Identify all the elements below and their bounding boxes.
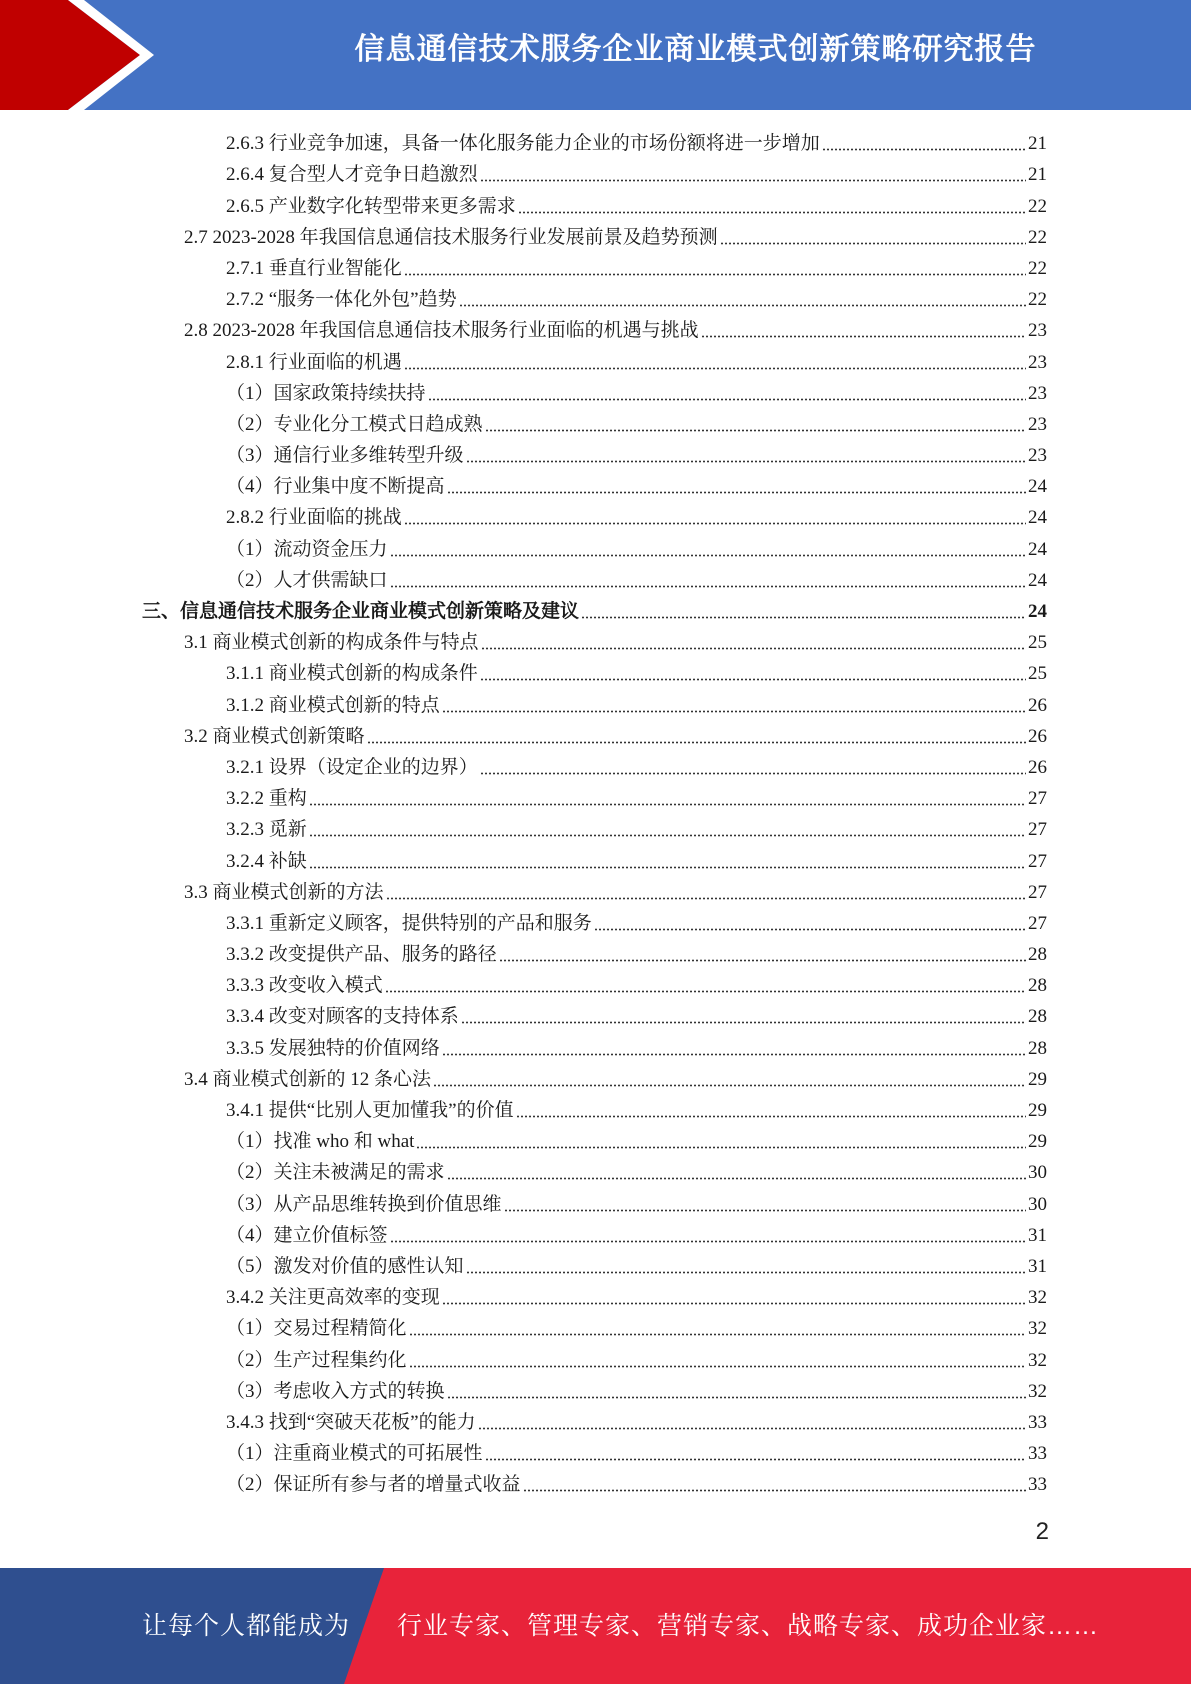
toc-entry[interactable] xyxy=(0,1251,1047,1282)
toc-entry-title: 3.3.3 改变收入模式 xyxy=(226,975,383,997)
toc-entry-title: 3.2.3 觅新 xyxy=(226,819,307,841)
toc-entry[interactable] xyxy=(0,409,1047,440)
toc-entry[interactable] xyxy=(0,1313,1047,1344)
toc-entry-title: （2）专业化分工模式日趋成熟 xyxy=(226,413,483,435)
toc-dot-leader xyxy=(516,1115,1026,1118)
report-title: 信息通信技术服务企业商业模式创新策略研究报告 xyxy=(354,33,1037,66)
toc-dot-leader xyxy=(390,1240,1026,1243)
toc-entry-page: 27 xyxy=(1028,819,1047,841)
toc-entry-title: 3.3 商业模式创新的方法 xyxy=(184,881,384,903)
toc-entry-page: 29 xyxy=(1028,1100,1047,1121)
toc-dot-leader xyxy=(404,522,1026,525)
toc-entry-title: 2.7 2023-2028 年我国信息通信技术服务行业发展前景及趋势预测 xyxy=(184,226,718,248)
toc-entry-page: 23 xyxy=(1028,382,1047,404)
toc-entry[interactable] xyxy=(0,1095,1047,1126)
toc-entry-title: （1）注重商业模式的可拓展性 xyxy=(226,1443,483,1465)
toc-entry[interactable] xyxy=(0,1282,1047,1313)
toc-entry-page: 29 xyxy=(1028,1131,1047,1153)
toc-entry-page: 30 xyxy=(1028,1162,1047,1184)
toc-entry-title: （4）行业集中度不断提高 xyxy=(226,476,445,498)
toc-dot-leader xyxy=(459,304,1026,307)
toc-dot-leader xyxy=(480,179,1026,182)
toc-entry[interactable] xyxy=(0,1220,1047,1251)
toc-entry[interactable] xyxy=(0,939,1047,970)
toc-entry-page: 24 xyxy=(1028,507,1047,529)
toc-entry-page: 26 xyxy=(1028,725,1047,747)
toc-entry-title: （1）流动资金压力 xyxy=(226,538,388,560)
toc-dot-leader xyxy=(461,1021,1026,1024)
toc-entry[interactable] xyxy=(0,159,1047,190)
toc-entry-title: （1）国家政策持续扶持 xyxy=(226,382,426,404)
toc-entry[interactable] xyxy=(0,1469,1047,1500)
toc-entry-page: 26 xyxy=(1028,694,1047,716)
toc-entry[interactable] xyxy=(0,565,1047,596)
toc-dot-leader xyxy=(447,1396,1026,1399)
toc-entry-title: 2.7.2 “服务一体化外包”趋势 xyxy=(226,289,457,311)
toc-entry[interactable] xyxy=(0,533,1047,564)
toc-entry-page: 21 xyxy=(1028,133,1047,155)
toc-entry-page: 30 xyxy=(1028,1193,1047,1215)
toc-dot-leader xyxy=(409,1365,1026,1368)
toc-entry-title: （1）找准 who 和 what xyxy=(226,1131,415,1153)
toc-entry[interactable] xyxy=(0,1344,1047,1375)
toc-dot-leader xyxy=(701,335,1026,338)
toc-entry-title: （2）人才供需缺口 xyxy=(226,569,388,591)
toc-entry[interactable] xyxy=(0,814,1047,845)
toc-entry-title: 3.3.2 改变提供产品、服务的路径 xyxy=(226,944,497,966)
toc-entry-title: （3）考虑收入方式的转换 xyxy=(226,1380,445,1402)
toc-dot-leader xyxy=(499,959,1026,962)
toc-dot-leader xyxy=(466,1271,1026,1274)
toc-dot-leader xyxy=(428,398,1026,401)
toc-entry-page: 31 xyxy=(1028,1255,1047,1277)
toc-entry-title: 3.4.3 找到“突破天花板”的能力 xyxy=(226,1411,476,1433)
toc-entry-title: 3.3.1 重新定义顾客，提供特别的产品和服务 xyxy=(226,912,592,934)
toc-entry-title: 3.2.1 设界（设定企业的边界） xyxy=(226,756,478,778)
toc-entry-title: 2.8.2 行业面临的挑战 xyxy=(226,507,402,529)
toc-entry[interactable] xyxy=(0,1438,1047,1469)
toc-dot-leader xyxy=(485,429,1026,432)
toc-entry-page: 24 xyxy=(1028,569,1047,591)
toc-entry-title: 3.1.2 商业模式创新的特点 xyxy=(226,694,440,716)
toc-dot-leader xyxy=(416,1146,1026,1149)
toc-entry[interactable] xyxy=(0,471,1047,502)
toc-dot-leader xyxy=(447,1177,1026,1180)
toc-entry[interactable] xyxy=(0,1032,1047,1063)
toc-entry[interactable] xyxy=(0,877,1047,908)
toc-entry[interactable] xyxy=(0,1064,1047,1095)
toc-entry[interactable] xyxy=(0,752,1047,783)
toc-entry[interactable] xyxy=(0,596,1047,627)
toc-entry[interactable] xyxy=(0,440,1047,471)
toc-entry[interactable] xyxy=(0,658,1047,689)
toc-entry-title: （1）交易过程精简化 xyxy=(226,1318,407,1340)
toc-entry-title: 2.7.1 垂直行业智能化 xyxy=(226,257,402,279)
toc-entry-page: 33 xyxy=(1028,1474,1047,1496)
footer-slogan-right: 行业专家、管理专家、营销专家、战略专家、成功企业家…… xyxy=(397,1612,1100,1640)
toc-entry-page: 32 xyxy=(1028,1318,1047,1340)
toc-dot-leader xyxy=(442,1302,1026,1305)
toc-entry[interactable] xyxy=(0,627,1047,658)
toc-entry-title: （5）激发对价值的感性认知 xyxy=(226,1255,464,1277)
toc-entry-page: 28 xyxy=(1028,944,1047,966)
toc-dot-leader xyxy=(523,1489,1026,1492)
toc-dot-leader xyxy=(390,585,1026,588)
toc-entry-page: 27 xyxy=(1028,912,1047,934)
toc-dot-leader xyxy=(404,367,1026,370)
toc-dot-leader xyxy=(481,647,1026,650)
toc-entry-title: 3.1 商业模式创新的构成条件与特点 xyxy=(184,632,479,654)
toc-dot-leader xyxy=(581,616,1026,619)
toc-entry-page: 32 xyxy=(1028,1349,1047,1371)
table-of-contents xyxy=(0,128,1191,1500)
toc-entry[interactable] xyxy=(0,689,1047,720)
toc-entry[interactable] xyxy=(0,1157,1047,1188)
toc-entry-title: 3.4.1 提供“比别人更加懂我”的价值 xyxy=(226,1100,514,1121)
toc-dot-leader xyxy=(466,460,1026,463)
toc-dot-leader xyxy=(442,710,1026,713)
toc-entry[interactable] xyxy=(0,845,1047,876)
toc-entry-page: 22 xyxy=(1028,257,1047,279)
toc-dot-leader xyxy=(447,491,1026,494)
toc-entry[interactable] xyxy=(0,1407,1047,1438)
toc-entry-page: 22 xyxy=(1028,226,1047,248)
toc-entry[interactable] xyxy=(0,128,1047,159)
toc-entry-title: （2）保证所有参与者的增量式收益 xyxy=(226,1474,521,1496)
toc-entry-title: 2.6.3 行业竞争加速，具备一体化服务能力企业的市场份额将进一步增加 xyxy=(226,133,820,155)
toc-entry-title: （3）通信行业多维转型升级 xyxy=(226,445,464,467)
toc-entry-title: （3）从产品思维转换到价值思维 xyxy=(226,1193,502,1215)
toc-entry[interactable] xyxy=(0,1126,1047,1157)
toc-dot-leader xyxy=(518,211,1026,214)
toc-dot-leader xyxy=(404,273,1026,276)
toc-entry-page: 29 xyxy=(1028,1068,1047,1090)
page-header xyxy=(0,0,1191,110)
toc-entry-page: 23 xyxy=(1028,320,1047,342)
toc-dot-leader xyxy=(309,803,1026,806)
toc-entry[interactable] xyxy=(0,378,1047,409)
toc-entry-title: 3.2.4 补缺 xyxy=(226,850,307,872)
toc-entry[interactable] xyxy=(0,783,1047,814)
toc-dot-leader xyxy=(594,928,1026,931)
toc-entry-page: 27 xyxy=(1028,850,1047,872)
footer-slogan-left: 让每个人都能成为 xyxy=(142,1612,351,1640)
toc-entry-title: 3.2 商业模式创新策略 xyxy=(184,725,365,747)
toc-dot-leader xyxy=(309,866,1026,869)
toc-entry-page: 28 xyxy=(1028,975,1047,997)
toc-dot-leader xyxy=(480,772,1026,775)
toc-dot-leader xyxy=(504,1209,1026,1212)
toc-entry-page: 24 xyxy=(1028,538,1047,560)
toc-entry-page: 33 xyxy=(1028,1411,1047,1433)
toc-entry[interactable] xyxy=(0,970,1047,1001)
toc-dot-leader xyxy=(478,1427,1026,1430)
toc-dot-leader xyxy=(385,990,1026,993)
toc-entry-page: 24 xyxy=(1028,601,1047,622)
toc-entry-page: 27 xyxy=(1028,788,1047,810)
toc-entry-page: 32 xyxy=(1028,1380,1047,1402)
toc-entry-title: 2.6.4 复合型人才竞争日趋激烈 xyxy=(226,164,478,186)
toc-entry[interactable] xyxy=(0,1001,1047,1032)
toc-entry-title: 3.4.2 关注更高效率的变现 xyxy=(226,1287,440,1309)
toc-entry[interactable] xyxy=(0,315,1047,346)
toc-dot-leader xyxy=(485,1458,1026,1461)
toc-entry[interactable] xyxy=(0,721,1047,752)
toc-dot-leader xyxy=(433,1084,1026,1087)
toc-dot-leader xyxy=(822,148,1026,151)
toc-entry-page: 22 xyxy=(1028,195,1047,217)
toc-entry-title: 3.4 商业模式创新的 12 条心法 xyxy=(184,1068,432,1090)
toc-entry-page: 23 xyxy=(1028,413,1047,435)
toc-entry[interactable] xyxy=(0,502,1047,533)
toc-entry-title: （4）建立价值标签 xyxy=(226,1224,388,1246)
toc-entry-page: 22 xyxy=(1028,289,1047,311)
toc-dot-leader xyxy=(480,678,1026,681)
toc-entry-page: 32 xyxy=(1028,1287,1047,1309)
toc-entry[interactable] xyxy=(0,222,1047,253)
page-footer xyxy=(0,1568,1191,1684)
toc-entry-page: 31 xyxy=(1028,1224,1047,1246)
toc-entry-page: 26 xyxy=(1028,756,1047,778)
toc-entry-title: 3.1.1 商业模式创新的构成条件 xyxy=(226,663,478,685)
toc-entry[interactable] xyxy=(0,190,1047,221)
toc-entry-page: 23 xyxy=(1028,351,1047,373)
toc-dot-leader xyxy=(409,1333,1026,1336)
toc-dot-leader xyxy=(720,242,1026,245)
toc-entry-title: 2.8.1 行业面临的机遇 xyxy=(226,351,402,373)
toc-entry-title: 三、信息通信技术服务企业商业模式创新策略及建议 xyxy=(142,601,580,622)
toc-entry-page: 24 xyxy=(1028,476,1047,498)
toc-entry-title: 2.6.5 产业数字化转型带来更多需求 xyxy=(226,195,516,217)
toc-entry-page: 25 xyxy=(1028,663,1047,685)
toc-entry-title: （2）关注未被满足的需求 xyxy=(226,1162,445,1184)
toc-entry[interactable] xyxy=(0,346,1047,377)
toc-entry-page: 23 xyxy=(1028,445,1047,467)
toc-entry-page: 27 xyxy=(1028,881,1047,903)
toc-dot-leader xyxy=(367,741,1026,744)
toc-entry[interactable] xyxy=(0,284,1047,315)
toc-entry[interactable] xyxy=(0,253,1047,284)
toc-entry-title: 3.2.2 重构 xyxy=(226,788,307,810)
toc-entry-page: 28 xyxy=(1028,1006,1047,1028)
toc-entry-page: 28 xyxy=(1028,1037,1047,1059)
toc-entry-page: 33 xyxy=(1028,1443,1047,1465)
toc-entry[interactable] xyxy=(0,908,1047,939)
toc-entry-title: 3.3.5 发展独特的价值网络 xyxy=(226,1037,440,1059)
toc-dot-leader xyxy=(390,554,1026,557)
toc-dot-leader xyxy=(309,834,1026,837)
toc-entry-title: 2.8 2023-2028 年我国信息通信技术服务行业面临的机遇与挑战 xyxy=(184,320,699,342)
toc-entry[interactable] xyxy=(0,1188,1047,1219)
toc-dot-leader xyxy=(442,1053,1026,1056)
toc-entry-page: 21 xyxy=(1028,164,1047,186)
toc-entry-title: （2）生产过程集约化 xyxy=(226,1349,407,1371)
page-number: 2 xyxy=(1035,1518,1049,1545)
toc-entry-title: 3.3.4 改变对顾客的支持体系 xyxy=(226,1006,459,1028)
toc-entry[interactable] xyxy=(0,1376,1047,1407)
toc-dot-leader xyxy=(386,897,1026,900)
toc-entry-page: 25 xyxy=(1028,632,1047,654)
